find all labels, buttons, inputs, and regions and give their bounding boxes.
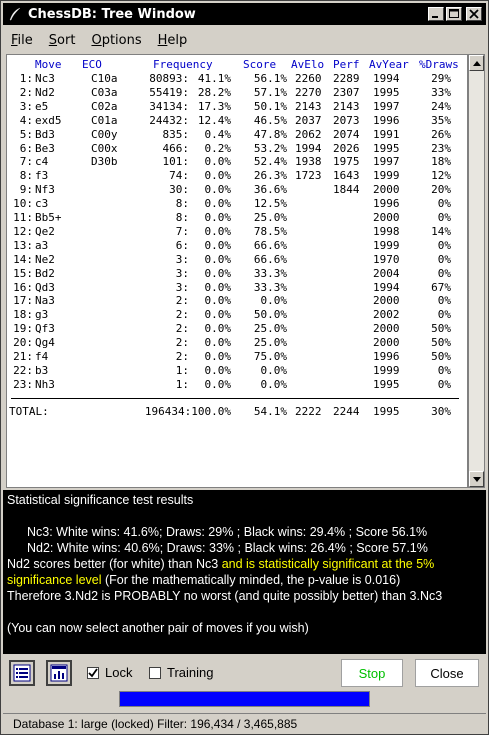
row-number: 14: xyxy=(13,252,33,266)
row-perf: 1844 xyxy=(333,183,360,197)
tree-row[interactable] xyxy=(7,128,467,142)
row-avyear: 1996 xyxy=(373,113,400,127)
row-percent: 0.0% xyxy=(204,377,231,391)
row-frequency: 24432: xyxy=(149,113,189,127)
row-number: 9: xyxy=(19,183,33,197)
header-frequency: Frequency xyxy=(153,58,213,71)
row-score: 66.6% xyxy=(253,252,287,266)
maximize-icon xyxy=(449,9,459,19)
row-number: 23: xyxy=(13,377,33,391)
bar-graph-icon xyxy=(50,664,68,682)
arrow-up-icon xyxy=(473,61,481,66)
row-percent: 0.0% xyxy=(204,155,231,169)
row-avyear: 1994 xyxy=(373,72,400,85)
tree-row[interactable] xyxy=(7,294,467,308)
header-avyear: AvYear xyxy=(369,58,409,71)
row-move: a3 xyxy=(35,238,49,252)
arrow-down-icon xyxy=(473,477,481,482)
row-draws: 0% xyxy=(437,238,451,252)
row-draws: 12% xyxy=(431,169,451,183)
row-eco: C00y xyxy=(91,127,118,141)
training-checkbox[interactable] xyxy=(149,667,161,679)
scroll-down-button[interactable] xyxy=(469,471,484,487)
checkmark-icon xyxy=(88,668,98,678)
row-score: 57.1% xyxy=(253,85,287,99)
row-score: 25.0% xyxy=(253,211,287,224)
row-number: 18: xyxy=(13,308,33,322)
row-percent: 0.4% xyxy=(204,127,231,141)
row-frequency: 3: xyxy=(175,280,189,294)
total-perf: 2244 xyxy=(333,404,360,418)
row-percent: 0.0% xyxy=(204,322,231,336)
row-move: Ne2 xyxy=(35,252,55,266)
list-view-button[interactable] xyxy=(9,660,35,686)
row-frequency: 34134: xyxy=(149,99,189,113)
row-frequency: 466: xyxy=(162,141,189,155)
row-avyear: 1996 xyxy=(373,197,400,211)
total-avelo: 2222 xyxy=(295,404,322,418)
row-avyear: 2000 xyxy=(373,294,400,308)
row-draws: 0% xyxy=(437,197,451,211)
total-label: TOTAL: xyxy=(9,404,49,418)
chessdb-quill-icon xyxy=(7,6,23,22)
row-move: Qf3 xyxy=(35,322,55,336)
row-draws: 0% xyxy=(437,377,451,391)
row-score: 36.6% xyxy=(253,183,287,197)
row-number: 3: xyxy=(19,99,33,113)
row-frequency: 80893: xyxy=(149,72,189,85)
row-frequency: 2: xyxy=(175,308,189,322)
info-significance-level: significance level xyxy=(7,573,102,587)
row-percent: 0.2% xyxy=(204,141,231,155)
row-number: 15: xyxy=(13,266,33,280)
row-score: 25.0% xyxy=(253,322,287,336)
row-avyear: 2000 xyxy=(373,211,400,224)
row-number: 4: xyxy=(19,113,33,127)
row-frequency: 30: xyxy=(169,183,189,197)
close-label: Close xyxy=(430,665,464,681)
row-avyear: 1996 xyxy=(373,350,400,363)
bar-graph-button[interactable] xyxy=(46,660,72,686)
row-perf: 2307 xyxy=(333,85,360,99)
row-avyear: 1991 xyxy=(373,127,400,141)
row-eco: C03a xyxy=(91,85,118,99)
row-score: 0.0% xyxy=(260,294,287,308)
tree-row[interactable] xyxy=(7,378,467,392)
tree-row[interactable] xyxy=(7,155,467,169)
row-draws: 35% xyxy=(431,113,451,127)
close-window-button[interactable] xyxy=(466,7,482,21)
row-move: Nc3 xyxy=(35,72,55,85)
row-eco: C02a xyxy=(91,99,118,113)
row-number: 5: xyxy=(19,127,33,141)
row-perf: 1975 xyxy=(333,155,360,169)
row-percent: 0.0% xyxy=(204,238,231,252)
scroll-up-button[interactable] xyxy=(469,55,484,71)
significance-panel xyxy=(3,490,486,654)
row-perf: 2074 xyxy=(333,127,360,141)
row-draws: 0% xyxy=(437,252,451,266)
row-score: 33.3% xyxy=(253,280,287,294)
close-icon xyxy=(469,9,479,19)
lock-checkbox[interactable] xyxy=(87,667,99,679)
row-percent: 0.0% xyxy=(204,211,231,224)
row-draws: 0% xyxy=(437,363,451,377)
row-perf: 1643 xyxy=(333,169,360,183)
tree-row[interactable] xyxy=(7,281,467,295)
row-eco: D30b xyxy=(91,155,118,169)
row-avyear: 1999 xyxy=(373,238,400,252)
row-avyear: 1999 xyxy=(373,363,400,377)
total-avyear: 1995 xyxy=(373,404,400,418)
row-move: Bd2 xyxy=(35,266,55,280)
row-number: 16: xyxy=(13,280,33,294)
tree-row[interactable] xyxy=(7,72,467,86)
row-frequency: 2: xyxy=(175,294,189,308)
row-draws: 23% xyxy=(431,141,451,155)
header-move: Move xyxy=(35,58,62,71)
row-percent: 0.0% xyxy=(204,308,231,322)
row-number: 1: xyxy=(19,72,33,85)
row-move: Qd3 xyxy=(35,280,55,294)
row-score: 53.2% xyxy=(253,141,287,155)
row-percent: 12.4% xyxy=(197,113,231,127)
total-row xyxy=(7,405,467,419)
stop-button[interactable] xyxy=(341,659,403,687)
row-frequency: 1: xyxy=(175,363,189,377)
tree-row[interactable] xyxy=(7,267,467,281)
row-move: Bd3 xyxy=(35,127,55,141)
row-number: 19: xyxy=(13,322,33,336)
row-perf: 2026 xyxy=(333,141,360,155)
row-avelo: 2260 xyxy=(295,72,322,85)
row-percent: 41.1% xyxy=(197,72,231,85)
row-move: exd5 xyxy=(35,113,62,127)
row-frequency: 6: xyxy=(175,238,189,252)
row-avyear: 1997 xyxy=(373,155,400,169)
maximize-button[interactable] xyxy=(446,7,462,21)
row-move: f4 xyxy=(35,350,49,363)
row-percent: 0.0% xyxy=(204,197,231,211)
row-avyear: 2000 xyxy=(373,322,400,336)
total-draws: 30% xyxy=(431,404,451,418)
tree-row[interactable] xyxy=(7,100,467,114)
tree-row[interactable] xyxy=(7,253,467,267)
row-number: 8: xyxy=(19,169,33,183)
row-score: 33.3% xyxy=(253,266,287,280)
menu-file[interactable]: File xyxy=(11,32,33,48)
row-avyear: 1970 xyxy=(373,252,400,266)
row-frequency: 74: xyxy=(169,169,189,183)
menu-bar xyxy=(3,29,486,51)
row-eco: C10a xyxy=(91,72,118,85)
row-percent: 0.0% xyxy=(204,252,231,266)
minimize-button[interactable] xyxy=(428,7,444,21)
row-frequency: 8: xyxy=(175,211,189,224)
info-conclusion: Therefore 3.Nd2 is PROBABLY no worst (and quite possibly better) than 3.Nc3 xyxy=(7,589,443,603)
row-frequency: 8: xyxy=(175,197,189,211)
row-percent: 0.0% xyxy=(204,350,231,363)
row-avelo: 2037 xyxy=(295,113,322,127)
info-move2-stats: Nd2: White wins: 40.6%; Draws: 33% ; Black wins: 26.4% ; Score 57.1% xyxy=(27,541,428,555)
row-score: 47.8% xyxy=(253,127,287,141)
info-heading: Statistical significance test results xyxy=(7,493,194,507)
row-avyear: 1998 xyxy=(373,224,400,238)
minimize-icon xyxy=(431,9,441,19)
row-frequency: 2: xyxy=(175,350,189,363)
row-number: 10: xyxy=(13,197,33,211)
tree-row[interactable] xyxy=(7,350,467,364)
row-number: 12: xyxy=(13,224,33,238)
row-draws: 26% xyxy=(431,127,451,141)
row-move: Na3 xyxy=(35,294,55,308)
row-frequency: 3: xyxy=(175,266,189,280)
row-draws: 0% xyxy=(437,266,451,280)
menu-options[interactable]: Options xyxy=(91,32,142,48)
row-draws: 0% xyxy=(437,294,451,308)
info-significance-highlight: and is statistically significant at the 5% xyxy=(221,557,435,571)
status-bar: Database 1: large (locked) Filter: 196,434 / 3,465,885 xyxy=(3,713,486,733)
row-percent: 0.0% xyxy=(204,183,231,197)
tree-move-list[interactable] xyxy=(6,54,468,488)
row-percent: 0.0% xyxy=(204,224,231,238)
row-avyear: 1997 xyxy=(373,99,400,113)
row-number: 6: xyxy=(19,141,33,155)
row-percent: 28.2% xyxy=(197,85,231,99)
row-avelo: 1938 xyxy=(295,155,322,169)
total-frequency: 196434:100.0% xyxy=(144,404,231,418)
row-draws: 29% xyxy=(431,72,451,85)
row-score: 56.1% xyxy=(253,72,287,85)
row-percent: 17.3% xyxy=(197,99,231,113)
row-draws: 20% xyxy=(431,183,451,197)
lock-label: Lock xyxy=(105,665,133,680)
row-number: 7: xyxy=(19,155,33,169)
row-move: Qe2 xyxy=(35,224,55,238)
tree-row[interactable] xyxy=(7,211,467,225)
row-perf: 2289 xyxy=(333,72,360,85)
header-eco: ECO xyxy=(82,58,102,71)
row-draws: 50% xyxy=(431,322,451,336)
row-score: 12.5% xyxy=(253,197,287,211)
row-move: Nh3 xyxy=(35,377,55,391)
row-score: 0.0% xyxy=(260,377,287,391)
tree-row[interactable] xyxy=(7,225,467,239)
row-score: 0.0% xyxy=(260,363,287,377)
row-avyear: 1995 xyxy=(373,85,400,99)
row-score: 50.0% xyxy=(253,308,287,322)
title-bar[interactable] xyxy=(3,3,486,25)
row-draws: 24% xyxy=(431,99,451,113)
row-draws: 50% xyxy=(431,336,451,350)
info-hint: (You can now select another pair of moves if you wish) xyxy=(7,621,309,635)
row-number: 17: xyxy=(13,294,33,308)
row-eco: C01a xyxy=(91,113,118,127)
row-avyear: 1995 xyxy=(373,141,400,155)
info-pvalue: significance level (For the mathematically minded, the p-value is 0.016) xyxy=(7,573,401,587)
row-score: 52.4% xyxy=(253,155,287,169)
tree-header-row xyxy=(7,58,467,72)
row-frequency: 1: xyxy=(175,377,189,391)
total-score: 54.1% xyxy=(253,404,287,418)
row-percent: 0.0% xyxy=(204,336,231,350)
row-percent: 0.0% xyxy=(204,169,231,183)
header-score: Score xyxy=(243,58,277,71)
row-score: 25.0% xyxy=(253,336,287,350)
row-number: 20: xyxy=(13,336,33,350)
row-score: 50.1% xyxy=(253,99,287,113)
row-frequency: 2: xyxy=(175,322,189,336)
row-number: 13: xyxy=(13,238,33,252)
row-draws: 33% xyxy=(431,85,451,99)
tree-row[interactable] xyxy=(7,364,467,378)
header-avelo: AvElo xyxy=(291,58,325,71)
row-score: 78.5% xyxy=(253,224,287,238)
row-draws: 0% xyxy=(437,211,451,224)
row-avyear: 1995 xyxy=(373,377,400,391)
row-frequency: 835: xyxy=(162,127,189,141)
info-move1-stats: Nc3: White wins: 41.6%; Draws: 29% ; Black wins: 29.4% ; Score 56.1% xyxy=(27,525,428,539)
row-move: Nd2 xyxy=(35,85,55,99)
row-draws: 18% xyxy=(431,155,451,169)
stop-label: Stop xyxy=(358,665,386,681)
row-move: Nf3 xyxy=(35,183,55,197)
row-move: b3 xyxy=(35,363,49,377)
row-score: 46.5% xyxy=(253,113,287,127)
row-avyear: 2000 xyxy=(373,336,400,350)
row-draws: 14% xyxy=(431,224,451,238)
row-move: Qg4 xyxy=(35,336,55,350)
training-label: Training xyxy=(167,665,214,680)
row-number: 22: xyxy=(13,363,33,377)
row-move: c4 xyxy=(35,155,49,169)
tree-row[interactable] xyxy=(7,239,467,253)
row-percent: 0.0% xyxy=(204,294,231,308)
tree-row[interactable] xyxy=(7,114,467,128)
header-draws: %Draws xyxy=(419,58,459,71)
row-avyear: 1994 xyxy=(373,280,400,294)
row-score: 75.0% xyxy=(253,350,287,363)
row-avelo: 2143 xyxy=(295,99,322,113)
row-frequency: 101: xyxy=(162,155,189,169)
row-move: f3 xyxy=(35,169,49,183)
tree-row[interactable] xyxy=(7,183,467,197)
tree-row[interactable] xyxy=(7,336,467,350)
row-draws: 50% xyxy=(431,350,451,363)
row-draws: 67% xyxy=(431,280,451,294)
tree-row[interactable] xyxy=(7,142,467,156)
row-avelo: 1994 xyxy=(295,141,322,155)
tree-scrollbar[interactable] xyxy=(468,54,485,488)
tree-row[interactable] xyxy=(7,197,467,211)
menu-help[interactable]: Help xyxy=(157,32,188,48)
row-avyear: 2004 xyxy=(373,266,400,280)
row-number: 11: xyxy=(13,211,33,224)
row-avelo: 1723 xyxy=(295,169,322,183)
row-percent: 0.0% xyxy=(204,363,231,377)
row-frequency: 55419: xyxy=(149,85,189,99)
row-number: 21: xyxy=(13,350,33,363)
menu-sort[interactable]: Sort xyxy=(48,32,76,48)
row-avelo: 2062 xyxy=(295,127,322,141)
row-percent: 0.0% xyxy=(204,280,231,294)
total-separator xyxy=(11,398,459,399)
row-score: 66.6% xyxy=(253,238,287,252)
window-title: ChessDB: Tree Window xyxy=(28,6,196,22)
row-avyear: 1999 xyxy=(373,169,400,183)
info-comparison: Nd2 scores better (for white) than Nc3 and is statistically significant at the 5% xyxy=(7,557,435,571)
list-view-icon xyxy=(13,664,31,682)
row-move: Be3 xyxy=(35,141,55,155)
tree-row[interactable] xyxy=(7,169,467,183)
row-frequency: 7: xyxy=(175,224,189,238)
tree-row[interactable] xyxy=(7,86,467,100)
tree-row[interactable] xyxy=(7,322,467,336)
close-button[interactable] xyxy=(415,659,479,687)
progress-fill xyxy=(120,692,369,706)
tree-row[interactable] xyxy=(7,308,467,322)
row-draws: 0% xyxy=(437,308,451,322)
row-score: 26.3% xyxy=(253,169,287,183)
progress-bar xyxy=(119,691,370,707)
row-move: Bb5+ xyxy=(35,211,62,224)
row-frequency: 3: xyxy=(175,252,189,266)
row-eco: C00x xyxy=(91,141,118,155)
row-number: 2: xyxy=(19,85,33,99)
row-avelo: 2270 xyxy=(295,85,322,99)
row-move: c3 xyxy=(35,197,49,211)
row-avyear: 2000 xyxy=(373,183,400,197)
row-frequency: 2: xyxy=(175,336,189,350)
row-perf: 2143 xyxy=(333,99,360,113)
row-avyear: 2002 xyxy=(373,308,400,322)
header-perf: Perf xyxy=(333,58,360,71)
row-percent: 0.0% xyxy=(204,266,231,280)
row-move: g3 xyxy=(35,308,49,322)
row-move: e5 xyxy=(35,99,49,113)
row-perf: 2073 xyxy=(333,113,360,127)
